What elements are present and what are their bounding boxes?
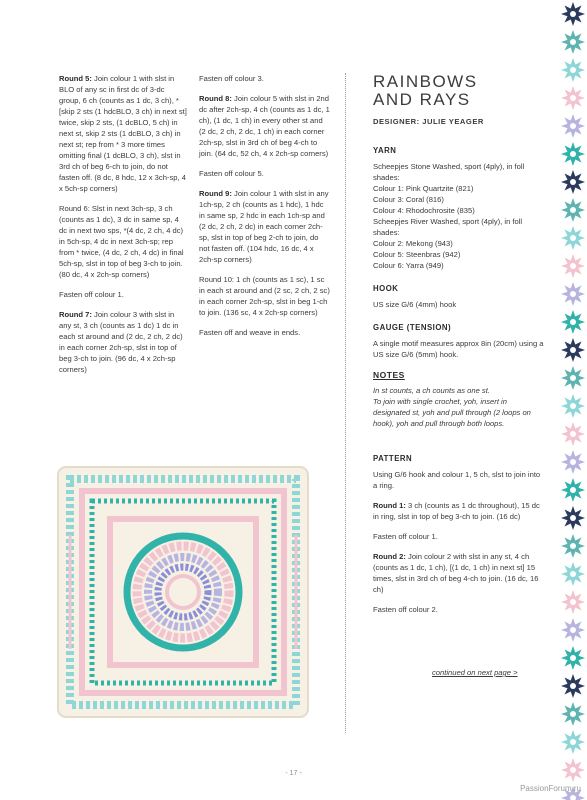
round-2-paragraph — [373, 551, 545, 595]
yarn-line: Colour 5: Steenbras (942) — [373, 250, 461, 259]
designer-credit: DESIGNER: JULIE YEAGER — [373, 117, 484, 126]
round-8-text: Join colour 5 with slst in 2nd dc after 2ch-sp, 4 ch (counts as 1 dc, 1 ch), (1 dc, 1 ch) in every other st and (2 dc, 2 ch, 2 dc, 1 ch) in each corner 2ch-sp, slst in 3rd ch of beg 4-ch to join. (64 dc, 52 ch, 4 x 2ch-sp corners) — [199, 94, 330, 158]
pattern-column-1 — [59, 73, 187, 384]
round-7-text: Join colour 3 with slst in any st, 3 ch (counts as 1 dc) 1 dc in each st around and (2 dc, 2 ch, 2 dc) in each corner 2ch-sp, slst in top of beg 3-ch to join. (96 dc, 4 x 2ch-sp corners) — [59, 310, 183, 374]
title-line-1: RAINBOWS — [373, 72, 478, 91]
gauge-text: A single motif measures approx 8in (20cm) using a US size G/6 (5mm) hook. — [373, 339, 544, 359]
tile-star-center — [570, 67, 576, 73]
fasten-off-colour-1: Fasten off colour 1. — [59, 290, 124, 299]
pattern-column-2 — [199, 73, 330, 347]
tile-star-center — [570, 487, 576, 493]
yarn-line: Scheepjes River Washed, sport (4ply), in foll shades: — [373, 217, 523, 237]
fasten-off-colour-3: Fasten off colour 3. — [199, 74, 264, 83]
fasten-off-colour-1: Fasten off colour 1. — [373, 532, 438, 541]
tile-star-center — [570, 375, 576, 381]
pattern-intro: Using G/6 hook and colour 1, 5 ch, slst to join into a ring. — [373, 470, 541, 490]
round-10-paragraph: Round 10: 1 ch (counts as 1 sc), 1 sc in each st around and (2 sc, 2 ch, 2 sc) in each corner 2ch-sp, slst in beg 1-ch to join. (136 sc, 4 x 2ch-sp corners) — [199, 275, 330, 317]
tile-star-center — [570, 179, 576, 185]
tile-star-center — [570, 543, 576, 549]
tile-star-center — [570, 151, 576, 157]
site-watermark: PassionForum.ru — [520, 784, 581, 793]
page-number: - 17 - — [285, 770, 302, 777]
round-5-title: Round 5: — [59, 74, 92, 83]
yarn-line: Colour 2: Mekong (943) — [373, 239, 453, 248]
fasten-off-colour-5: Fasten off colour 5. — [199, 169, 264, 178]
round-8-title: Round 8: — [199, 94, 232, 103]
yarn-line: Colour 1: Pink Quartzite (821) — [373, 184, 474, 193]
notes-line-2: To join with single crochet, yoh, insert in designated st, yoh and pull through (2 loops on hook), yoh and pull through both loops. — [373, 397, 531, 428]
tile-star-center — [570, 235, 576, 241]
round-5-text: Join colour 1 with slst in BLO of any sc in first dc of 3-dc group, 6 ch (counts as 1 dc, 3 ch), *[skip 2 sts (1 hdcBLO, 3 ch) in next st] twice, skip 2 sts, (1 dcBLO, 5 ch) in next st, skip 2 sts (1 dcBLO, 3 ch) in next st; rep from * 3 more times omitting final (1 dcBLO, 3 ch), slst in 3rd ch of beg 6-ch to join, do not fasten off. (8 dc, 8 hdc, 12 x 3ch-sp, 4 x 5ch-sp corners) — [59, 74, 187, 193]
tile-star-center — [570, 291, 576, 297]
title-line-2: AND RAYS — [373, 90, 471, 109]
yarn-line: Scheepjes Stone Washed, sport (4ply), in foll shades: — [373, 162, 525, 182]
tile-star-center — [570, 11, 576, 17]
crochet-motif-image — [56, 465, 310, 719]
tile-star-center — [570, 711, 576, 717]
round-9-paragraph — [199, 188, 330, 265]
hook-text: US size G/6 (4mm) hook — [373, 300, 457, 309]
hook-heading: HOOK — [373, 284, 399, 293]
pattern-column-3 — [373, 73, 545, 624]
round-1-paragraph — [373, 500, 545, 522]
column-divider — [345, 73, 346, 733]
round-2-text: Join colour 2 with slst in any st, 4 ch (counts as 1 dc, 1 ch), [(1 dc, 1 ch) in next st] 15 times, slst in 3rd ch of beg 4-ch to join. (16 dc, 16 ch) — [373, 552, 539, 594]
tile-star-center — [570, 319, 576, 325]
round-5-paragraph — [59, 73, 187, 194]
tile-star-center — [570, 459, 576, 465]
round-9-title: Round 9: — [199, 189, 232, 198]
yarn-heading: YARN — [373, 146, 397, 155]
round-9-text: Join colour 1 with slst in any 1ch-sp, 2 ch (counts as 1 hdc), 1 hdc in same sp, 2 hdc in each 1ch-sp and (2 dc, 2 ch, 2 dc) in each corner 2ch-sp, slst in top of beg 2-ch to join, do not fasten off. (104 hdc, 16 dc, 4 x 2ch-sp corners) — [199, 189, 329, 264]
fasten-off-colour-2: Fasten off colour 2. — [373, 605, 438, 614]
decorative-tile-border — [555, 0, 587, 800]
tile-star-center — [570, 123, 576, 129]
yarn-line: Colour 6: Yarra (949) — [373, 261, 444, 270]
notes-heading: NOTES — [373, 370, 405, 380]
yarn-line: Colour 4: Rhodochrosite (835) — [373, 206, 475, 215]
tile-star-center — [570, 95, 576, 101]
tile-star-center — [570, 403, 576, 409]
round-6-paragraph: Round 6: Slst in next 3ch-sp, 3 ch (counts as 1 dc), 3 dc in same sp, 4 dc in next two sps, *(4 dc, 2 ch, 4 dc) in 5ch-sp, 4 dc in next 3ch-sp; rep from * twice, (4 dc, 2 ch, 4 dc) in final 5ch-sp, slst in top of beg 3-ch to join. (80 dc, 4 x 2ch-sp corners) — [59, 204, 184, 279]
round-1-title: Round 1: — [373, 501, 406, 510]
tile-star-center — [570, 39, 576, 45]
page-title — [373, 73, 545, 109]
yarn-list — [373, 161, 545, 271]
tile-star-center — [570, 683, 576, 689]
round-1-text: 3 ch (counts as 1 dc throughout), 15 dc in ring, slst in top of beg 3-ch to join. (16 dc) — [373, 501, 540, 521]
tile-star-center — [570, 627, 576, 633]
gauge-heading: GAUGE (TENSION) — [373, 323, 452, 332]
tile-star-center — [570, 655, 576, 661]
round-7-paragraph — [59, 309, 187, 375]
yarn-line: Colour 3: Coral (816) — [373, 195, 444, 204]
notes-line-1: In st counts, a ch counts as one st. — [373, 386, 490, 395]
tile-star-center — [570, 515, 576, 521]
round-2-title: Round 2: — [373, 552, 406, 561]
round-7-title: Round 7: — [59, 310, 92, 319]
tile-star-center — [570, 599, 576, 605]
tile-star-center — [570, 263, 576, 269]
round-8-paragraph — [199, 93, 330, 159]
continued-link[interactable]: continued on next page > — [432, 668, 518, 677]
tile-star-center — [570, 739, 576, 745]
tile-star-center — [570, 431, 576, 437]
pattern-heading: PATTERN — [373, 454, 413, 463]
tile-star-center — [570, 347, 576, 353]
tile-star-center — [570, 571, 576, 577]
tile-star-center — [570, 207, 576, 213]
fasten-off-weave: Fasten off and weave in ends. — [199, 328, 301, 337]
